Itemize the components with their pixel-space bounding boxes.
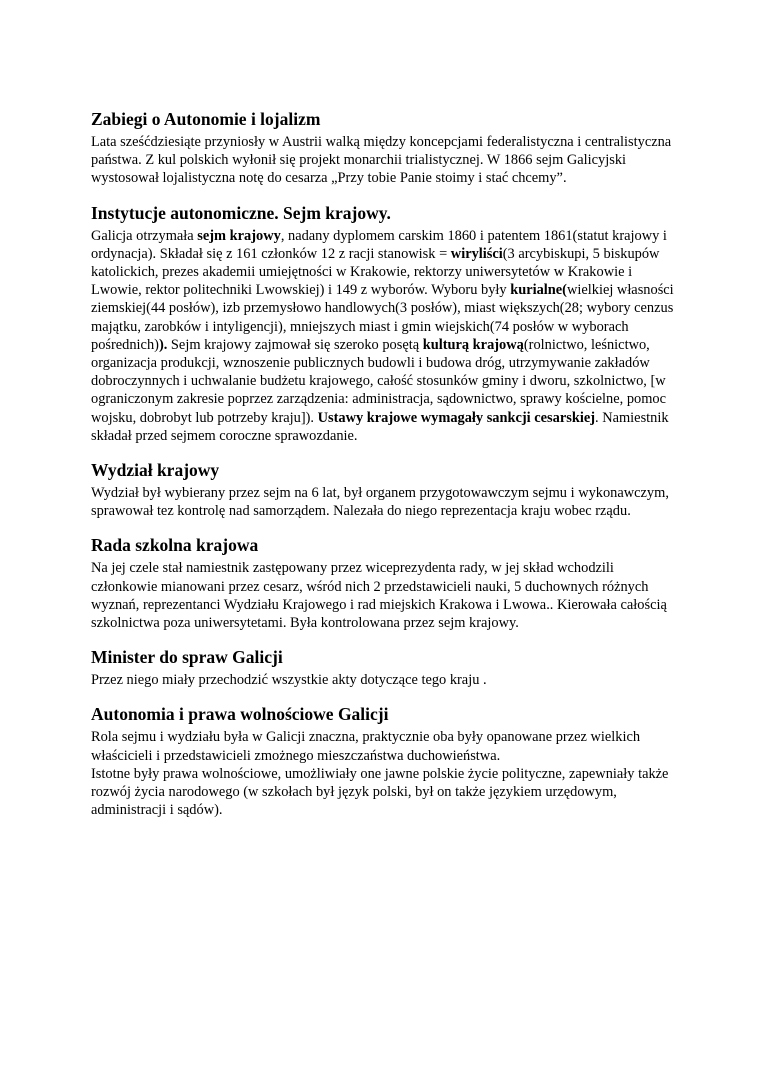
text-run: (rolnictwo, leśnictwo, organizacja produkcji, wznoszenie publicznych budowli i budowa dróg, utrzymywanie zakładów dobroczynnych i uchwalanie budżetu krajowego, całość stosunków gminy i dworu, szkolnictwo, [w ograniczonym zakresie poprzez zarządzenia: administracja, sądownictwo, sprawy kościelne, pomoc wojsku, dobrobyt lub potrzeby kraju]). [91,336,666,426]
text-run: Wydział był wybierany przez sejm na 6 lat, był organem przygotowawczym sejmu i wykonawczym, sprawował tez kontrolę nad samorządem. Nalezała do niego reprezentacja kraju wobec rządu. [91,485,669,520]
section-heading: Minister do spraw Galicji [91,647,283,668]
document-body [91,108,681,819]
bold-text-run: Ustawy krajowe wymagały sankcji cesarskiej [317,409,596,426]
section-heading: Zabiegi o Autonomie i lojalizm [91,109,321,129]
section-heading: Instytucje autonomiczne. Sejm krajowy. [91,202,391,223]
section-heading: Autonomia i prawa wolnościowe Galicji [91,704,389,725]
text-run: wielkiej własności ziemskiej(44 posłów), izb przemysłowo handlowych(3 posłów), miast większych(28; wybory cenzus majątku, zarobków i intyligencji), mniejszych miast i gmin wiejskich(74 posłów w wyborach pośrednich) [91,282,674,353]
paragraph [91,559,681,632]
paragraph [91,484,681,520]
bold-text-run: kulturą krajową [422,336,524,353]
section-wydzial-krajowy [91,459,681,520]
bold-text-run: wiryliści [450,245,503,262]
text-run: (3 arcybiskupi, 5 biskupów katolickich, prezes akademii umiejętności w Krakowie, rektorzy uniwersytetów w Krakowie i Lwowie, rektor politechniki Lwowskiej) i 149 z wyborów. Wyboru były [91,245,660,299]
bold-text-run: sejm krajowy [197,227,281,244]
text-run: Sejm krajowy zajmował się szeroko posętą [167,336,423,353]
bold-text-run: kurialne( [510,282,567,299]
text-run: , nadany dyplomem carskim 1860 i patentem 1861(statut krajowy i ordynacja). Składał się z 161 członków 12 z racji stanowisk = [91,227,667,262]
section-rada-szkolna [91,534,681,632]
text-run: Na jej czele stał namiestnik zastępowany przez wiceprezydenta rady, w jej skład wchodzili członkowie mianowani przez cesarz, wśród nich 2 przedstawicieli nauki, 5 duchownych różnych wyznań, reprezentanci Wydziału Krajowego i rad miejskich Krakowa i Lwowa.. Kierowała całością szkolnictwa poza uniwersytetami. Była kontrolowana przez sejm krajowy. [91,560,667,632]
text-run: Rola sejmu i wydziału była w Galicji znaczna, praktycznie oba były opanowane przez wielkich właścicieli i przedstawicieli zmożnego mieszczaństwa duchowieństwa. [91,729,641,764]
section-heading: Rada szkolna krajowa [91,535,259,556]
section-autonomy-loyalism [91,108,681,188]
text-run: Lata sześćdziesiąte przyniosły w Austrii walką między koncepcjami federalistyczna i centralistyczna państwa. Z kul polskich wyłonił się projekt monarchii trialistycznej. W 1866 sejm Galicyjski wystosował lojalistyczna notę do cesarza „Przy tobie Panie stoimy i stać chcemy”. [91,134,672,187]
text-run: Istotne były prawa wolnościowe, umożliwiały one jawne polskie życie polityczne, zapewniały także rozwój życia narodowego (w szkołach był język polski, był on także językiem urzędowym, administracji i sądów). [91,765,669,819]
section-heading: Wydział krajowy [91,460,220,481]
section-autonomia-prawa [91,703,681,819]
paragraph [91,133,681,188]
text-run: Przez niego miały przechodzić wszystkie akty dotyczące tego kraju . [91,672,487,689]
paragraph [91,671,681,689]
bold-text-run: ). [158,336,168,353]
paragraph [91,728,681,764]
text-run: . Namiestnik składał przed sejmem coroczne sprawozdanie. [91,409,669,444]
section-minister-galicji [91,646,681,689]
section-sejm-krajowy [91,202,681,445]
text-run: Galicja otrzymała [91,227,198,244]
paragraph [91,765,681,820]
paragraph [91,227,681,445]
